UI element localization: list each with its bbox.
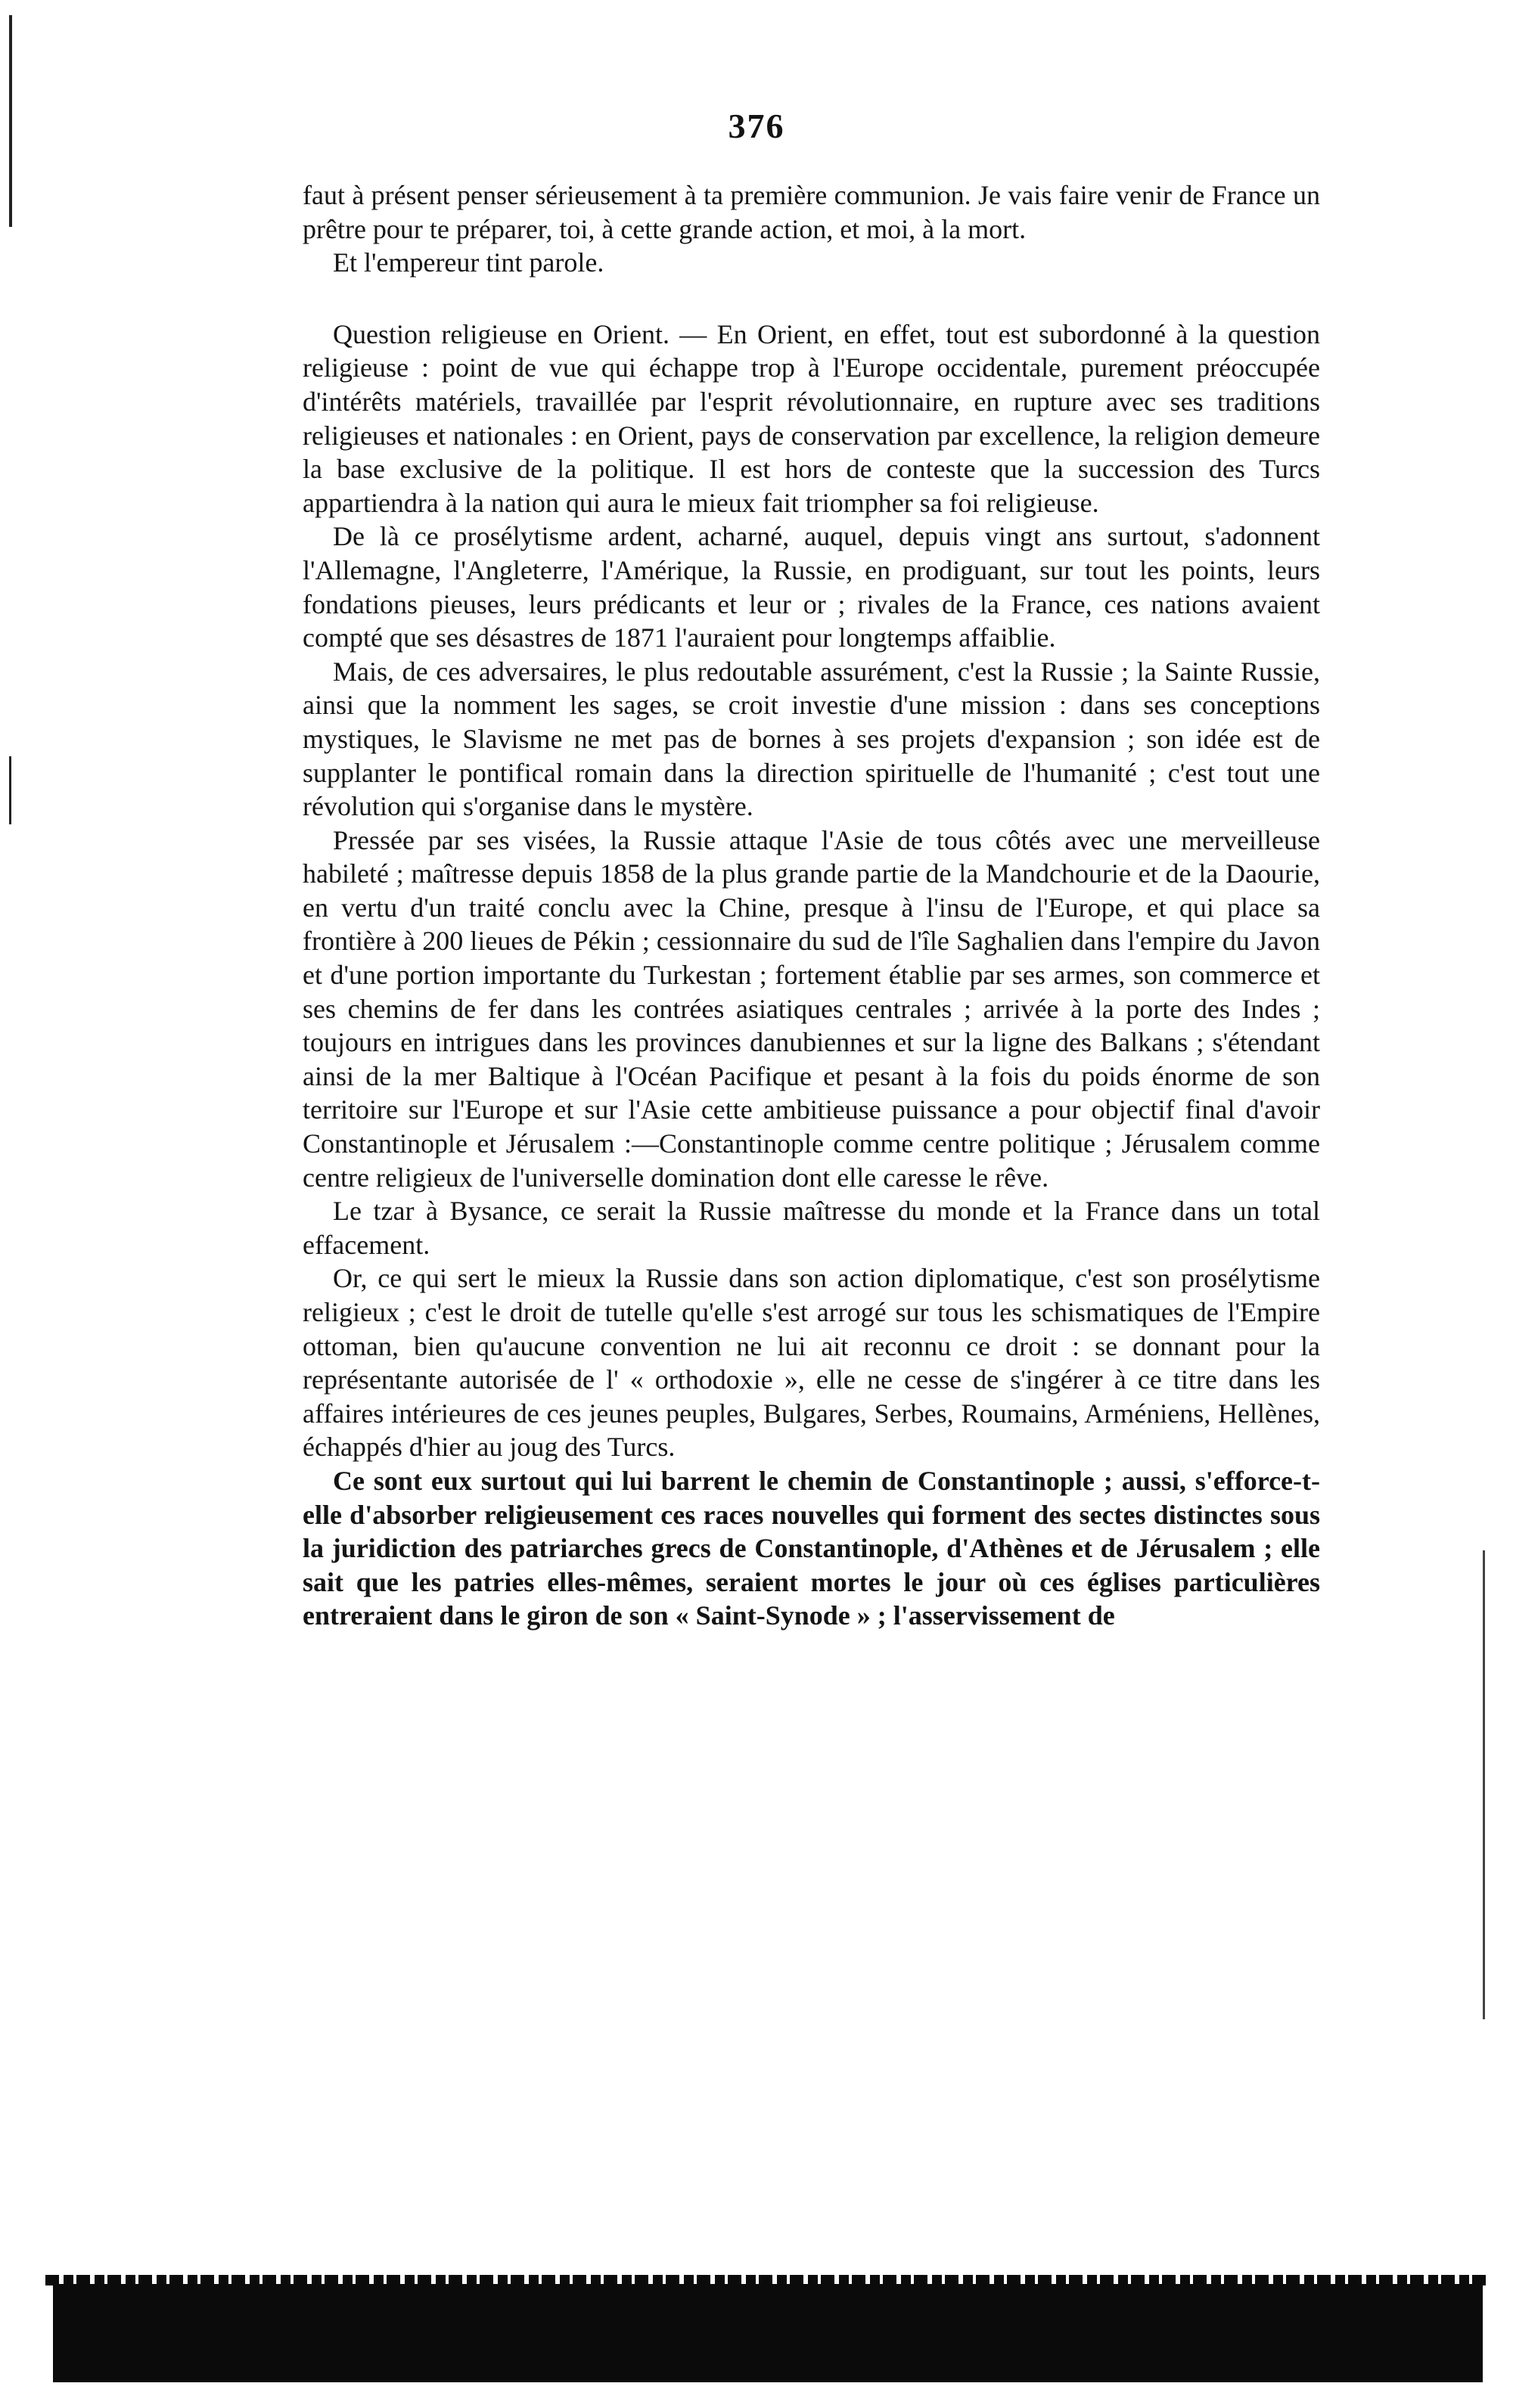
scan-footer-bar bbox=[53, 2284, 1483, 2382]
section-paragraph: Question religieuse en Orient. — En Orient, en effet, tout est subordonné à la question religieuse : point de vue qui échappe trop à l'Europe occidentale, purement préoccupée d'intérêts matériels, travaillée par l'esprit révolutionnaire, en rupture avec ses traditions religieuses et nationales : en Orient, pays de conservation par excellence, la religion demeure la base exclusive de la politique. Il est hors de conteste que la succession des Turcs appartiendra à la nation qui aura le mieux fait triompher sa foi religieuse. bbox=[303, 318, 1320, 518]
paragraph: Mais, de ces adversaires, le plus redoutable assurément, c'est la Russie ; la Sainte Russie, ainsi que la nomment les sages, se croit investie d'une mission : dans ses conceptions mystiques, le Slavisme ne met pas de bornes à ses projets d'expansion ; son idée est de supplanter le pontifical romain dans la direction spirituelle de l'humanité ; c'est tout une révolution qui s'organise dans le mystère. bbox=[303, 656, 1320, 822]
paragraph: Ce sont eux surtout qui lui barrent le chemin de Constantinople ; aussi, s'efforce-t-elle d'absorber religieusement ces races nouvelles qui forment des sectes distinctes sous la juridiction des patriarches grecs de Constantinople, d'Athènes et de Jérusalem ; elle sait que les patries elles-mêmes, seraient mortes le jour où ces églises particulières entreraient dans le giron de son « Saint-Synode » ; l'asservissement de bbox=[303, 1465, 1320, 1631]
paragraph: Et l'empereur tint parole. bbox=[333, 247, 604, 278]
scan-edge-mark bbox=[1483, 1550, 1485, 2019]
page-number: 376 bbox=[728, 107, 785, 145]
paragraph: Or, ce qui sert le mieux la Russie dans son action diplomatique, c'est son prosélytisme religieux ; c'est le droit de tutelle qu'elle s'est arrogé sur tous les schismatiques de l'Empire ottoman, bien qu'aucune convention ne lui ait reconnu ce droit : se donnant pour la représentante autorisée de l' « orthodoxie », elle ne cesse de s'ingérer à ce titre dans les affaires intérieures de ces jeunes peuples, Bulgares, Serbes, Roumains, Arméniens, Hellènes, échappés d'hier au joug des Turcs. bbox=[303, 1263, 1320, 1463]
paragraph: Le tzar à Bysance, ce serait la Russie maîtresse du monde et la France dans un total effacement. bbox=[303, 1196, 1320, 1260]
paragraph: De là ce prosélytisme ardent, acharné, auquel, depuis vingt ans surtout, s'adonnent l'Allemagne, l'Angleterre, l'Amérique, la Russie, en prodiguant, sur tout les points, leurs fondations pieuses, leurs prédicants et leur or ; rivales de la France, ces nations avaient compté que ses désastres de 1871 l'auraient pour longtemps affaiblie. bbox=[303, 521, 1320, 653]
body-text bbox=[303, 178, 1320, 1633]
paragraph: Pressée par ses visées, la Russie attaque l'Asie de tous côtés avec une merveilleuse habileté ; maîtresse depuis 1858 de la plus grande partie de la Mandchourie et de la Daourie, en vertu d'un traité conclu avec la Chine, presque à l'insu de l'Europe, et qui place sa frontière à 200 lieues de Pékin ; cessionnaire du sud de l'île Saghalien dans l'empire du Javon et d'une portion importante du Turkestan ; fortement établie par ses armes, son commerce et ses chemins de fer dans les contrées asiatiques centrales ; arrivée à la porte des Indes ; toujours en intrigues dans les provinces danubiennes et sur la ligne des Balkans ; s'étendant ainsi de la mer Baltique à l'Océan Pacifique et pesant à la fois du poids énorme de son territoire sur l'Europe et sur l'Asie cette ambitieuse puissance a pour objectif final d'avoir Constantinople et Jérusalem :—Constantinople comme centre politique ; Jérusalem comme centre religieux de l'universelle domination dont elle caresse le rêve. bbox=[303, 824, 1320, 1193]
paragraph: faut à présent penser sérieusement à ta première communion. Je vais faire venir de France un prêtre pour te préparer, toi, à cette grande action, et moi, à la mort. bbox=[303, 180, 1320, 244]
scan-edge-mark bbox=[9, 756, 11, 824]
